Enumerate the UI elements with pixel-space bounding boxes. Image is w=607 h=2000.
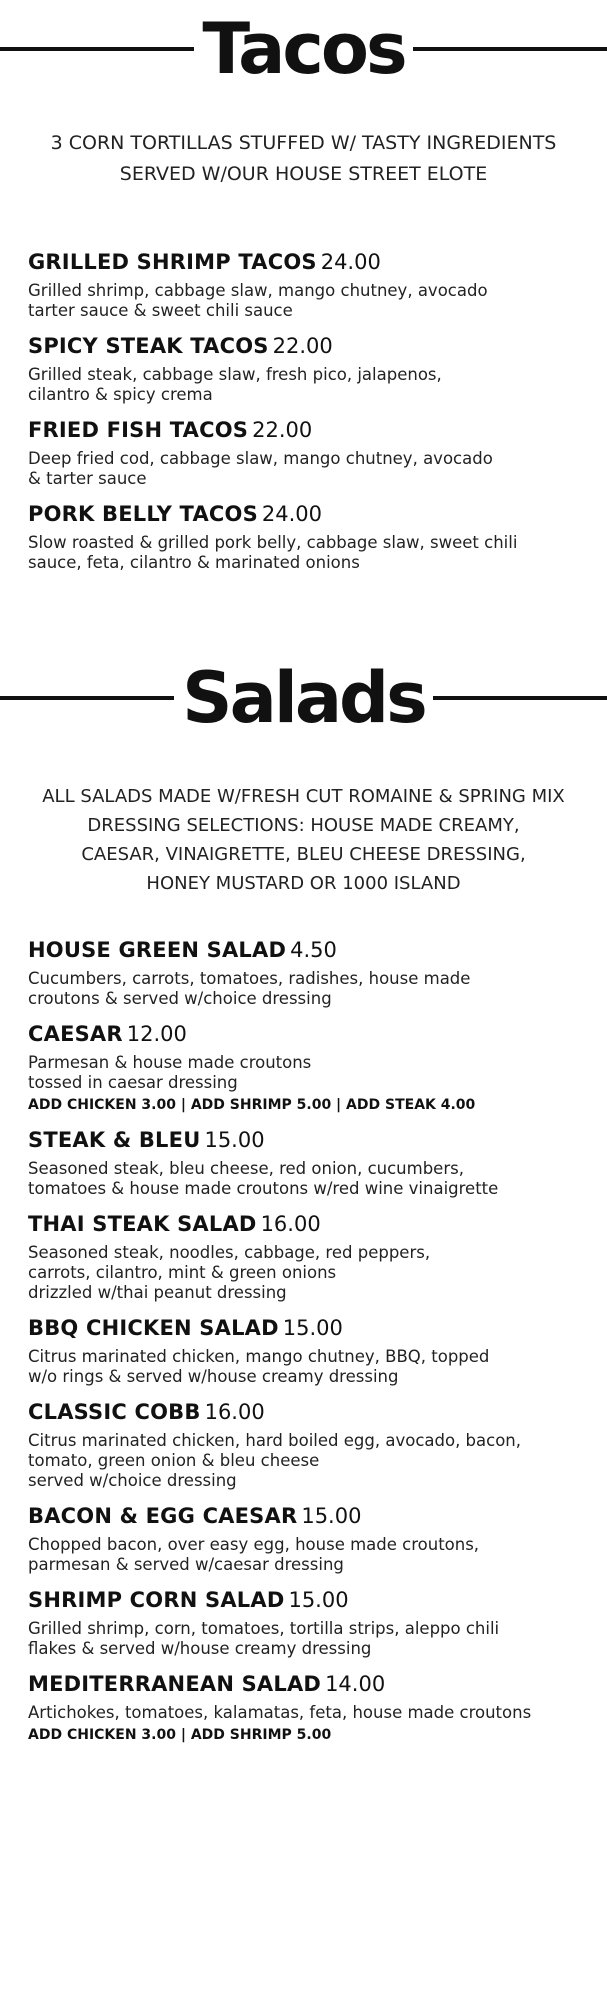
- description-line: tomato, green onion & bleu cheese: [28, 1451, 320, 1470]
- menu-item-title: [28, 416, 580, 446]
- description-line: Deep fried cod, cabbage slaw, mango chutney, avocado: [28, 449, 493, 468]
- menu-item-title: [28, 1586, 580, 1616]
- menu-item: [28, 1314, 580, 1387]
- menu-item-price: 22.00: [272, 334, 333, 358]
- menu-item-description: [28, 1619, 580, 1659]
- description-line: sauce, feta, cilantro & marinated onions: [28, 553, 360, 572]
- menu-item-name: CAESAR: [28, 1022, 123, 1046]
- menu-item-name: BACON & EGG CAESAR: [28, 1504, 298, 1528]
- menu-item-price: 24.00: [320, 250, 381, 274]
- menu-item-title: [28, 936, 580, 966]
- salads-heading: Salads: [182, 657, 425, 739]
- menu-item-price: 15.00: [282, 1316, 343, 1340]
- description-line: Cucumbers, carrots, tomatoes, radishes, house made: [28, 969, 471, 988]
- menu-item: [28, 332, 580, 405]
- description-line: flakes & served w/house creamy dressing: [28, 1639, 372, 1658]
- description-line: tossed in caesar dressing: [28, 1073, 238, 1092]
- description-line: Grilled steak, cabbage slaw, fresh pico, jalapenos,: [28, 365, 442, 384]
- menu-item-title: [28, 1126, 580, 1156]
- description-line: Seasoned steak, bleu cheese, red onion, cucumbers,: [28, 1159, 464, 1178]
- tacos-heading: Tacos: [202, 8, 405, 90]
- menu-item-price: 15.00: [288, 1588, 349, 1612]
- menu-item: [28, 1210, 580, 1303]
- menu-item-name: SPICY STEAK TACOS: [28, 334, 269, 358]
- header-rule-right: [413, 47, 607, 51]
- salads-intro: [0, 782, 607, 898]
- menu-item: [28, 1502, 580, 1575]
- menu-item-name: MEDITERRANEAN SALAD: [28, 1672, 322, 1696]
- menu-item: [28, 500, 580, 573]
- description-line: Slow roasted & grilled pork belly, cabbage slaw, sweet chili: [28, 533, 518, 552]
- tacos-intro: [0, 128, 607, 190]
- menu-item-name: CLASSIC COBB: [28, 1400, 201, 1424]
- menu-item-description: [28, 1535, 580, 1575]
- intro-line: CAESAR, VINAIGRETTE, BLEU CHEESE DRESSING,: [81, 844, 526, 865]
- description-line: served w/choice dressing: [28, 1471, 237, 1490]
- menu-item-name: PORK BELLY TACOS: [28, 502, 258, 526]
- menu-item-description: [28, 365, 580, 405]
- menu-item-description: [28, 533, 580, 573]
- description-line: Chopped bacon, over easy egg, house made croutons,: [28, 1535, 480, 1554]
- menu-item-title: [28, 1398, 580, 1428]
- menu-item-price: 12.00: [126, 1022, 187, 1046]
- menu-item-title: [28, 248, 580, 278]
- menu-item: [28, 1586, 580, 1659]
- menu-item-title: [28, 1670, 580, 1700]
- menu-item-description: [28, 1053, 580, 1093]
- menu-item-price: 15.00: [204, 1128, 265, 1152]
- menu-item-name: HOUSE GREEN SALAD: [28, 938, 287, 962]
- menu-item-title: [28, 332, 580, 362]
- description-line: Grilled shrimp, cabbage slaw, mango chutney, avocado: [28, 281, 488, 300]
- salads-header: [0, 657, 607, 739]
- description-line: Grilled shrimp, corn, tomatoes, tortilla strips, aleppo chili: [28, 1619, 500, 1638]
- menu-item: [28, 1398, 580, 1491]
- header-rule-left: [0, 696, 174, 700]
- menu-item-title: [28, 500, 580, 530]
- description-line: parmesan & served w/caesar dressing: [28, 1555, 344, 1574]
- menu-item: [28, 1020, 580, 1115]
- description-line: carrots, cilantro, mint & green onions: [28, 1263, 337, 1282]
- menu-item-price: 4.50: [290, 938, 337, 962]
- description-line: tomatoes & house made croutons w/red wine vinaigrette: [28, 1179, 499, 1198]
- menu-item-description: [28, 1431, 580, 1491]
- menu-item-price: 14.00: [325, 1672, 386, 1696]
- menu-item-description: [28, 449, 580, 489]
- menu-item-name: THAI STEAK SALAD: [28, 1212, 257, 1236]
- description-line: cilantro & spicy crema: [28, 385, 213, 404]
- intro-line: ALL SALADS MADE W/FRESH CUT ROMAINE & SPRING MIX: [42, 786, 565, 807]
- menu-item-description: [28, 969, 580, 1009]
- menu-item-description: [28, 281, 580, 321]
- description-line: tarter sauce & sweet chili sauce: [28, 301, 293, 320]
- menu-item-title: [28, 1020, 580, 1050]
- menu-item-description: [28, 1159, 580, 1199]
- menu-item-title: [28, 1314, 580, 1344]
- menu-item-name: BBQ CHICKEN SALAD: [28, 1316, 279, 1340]
- menu-item: [28, 1126, 580, 1199]
- menu-item-addons: ADD CHICKEN 3.00 | ADD SHRIMP 5.00: [28, 1727, 332, 1743]
- intro-line: DRESSING SELECTIONS: HOUSE MADE CREAMY,: [87, 815, 520, 836]
- intro-line: 3 CORN TORTILLAS STUFFED W/ TASTY INGREDIENTS: [50, 132, 557, 154]
- menu-item-description: [28, 1703, 580, 1723]
- menu-item-price: 15.00: [301, 1504, 362, 1528]
- description-line: Seasoned steak, noodles, cabbage, red peppers,: [28, 1243, 431, 1262]
- header-rule-right: [433, 696, 607, 700]
- description-line: Citrus marinated chicken, hard boiled egg, avocado, bacon,: [28, 1431, 522, 1450]
- menu-item: [28, 1670, 580, 1745]
- menu-item-addons: ADD CHICKEN 3.00 | ADD SHRIMP 5.00 | ADD STEAK 4.00: [28, 1097, 476, 1113]
- menu-item-price: 24.00: [261, 502, 323, 526]
- description-line: & tarter sauce: [28, 469, 147, 488]
- salads-list: [28, 936, 580, 1756]
- menu-item-name: SHRIMP CORN SALAD: [28, 1588, 285, 1612]
- menu-item-title: [28, 1502, 580, 1532]
- menu-item-name: FRIED FISH TACOS: [28, 418, 249, 442]
- description-line: Artichokes, tomatoes, kalamatas, feta, house made croutons: [28, 1703, 532, 1722]
- intro-line: SERVED W/OUR HOUSE STREET ELOTE: [119, 163, 488, 185]
- intro-line: HONEY MUSTARD OR 1000 ISLAND: [146, 873, 461, 894]
- description-line: Parmesan & house made croutons: [28, 1053, 312, 1072]
- menu-item: [28, 416, 580, 489]
- menu-item-price: 16.00: [260, 1212, 321, 1236]
- menu-item-description: [28, 1243, 580, 1303]
- menu-item-price: 16.00: [204, 1400, 265, 1424]
- tacos-header: [0, 8, 607, 90]
- description-line: croutons & served w/choice dressing: [28, 989, 332, 1008]
- header-rule-left: [0, 47, 194, 51]
- menu-item: [28, 936, 580, 1009]
- menu-item-price: 22.00: [252, 418, 313, 442]
- tacos-list: [28, 248, 580, 584]
- menu-item-title: [28, 1210, 580, 1240]
- description-line: Citrus marinated chicken, mango chutney, BBQ, topped: [28, 1347, 490, 1366]
- menu-item-name: GRILLED SHRIMP TACOS: [28, 250, 317, 274]
- menu-item: [28, 248, 580, 321]
- menu-item-name: STEAK & BLEU: [28, 1128, 201, 1152]
- description-line: drizzled w/thai peanut dressing: [28, 1283, 287, 1302]
- description-line: w/o rings & served w/house creamy dressing: [28, 1367, 399, 1386]
- menu-item-description: [28, 1347, 580, 1387]
